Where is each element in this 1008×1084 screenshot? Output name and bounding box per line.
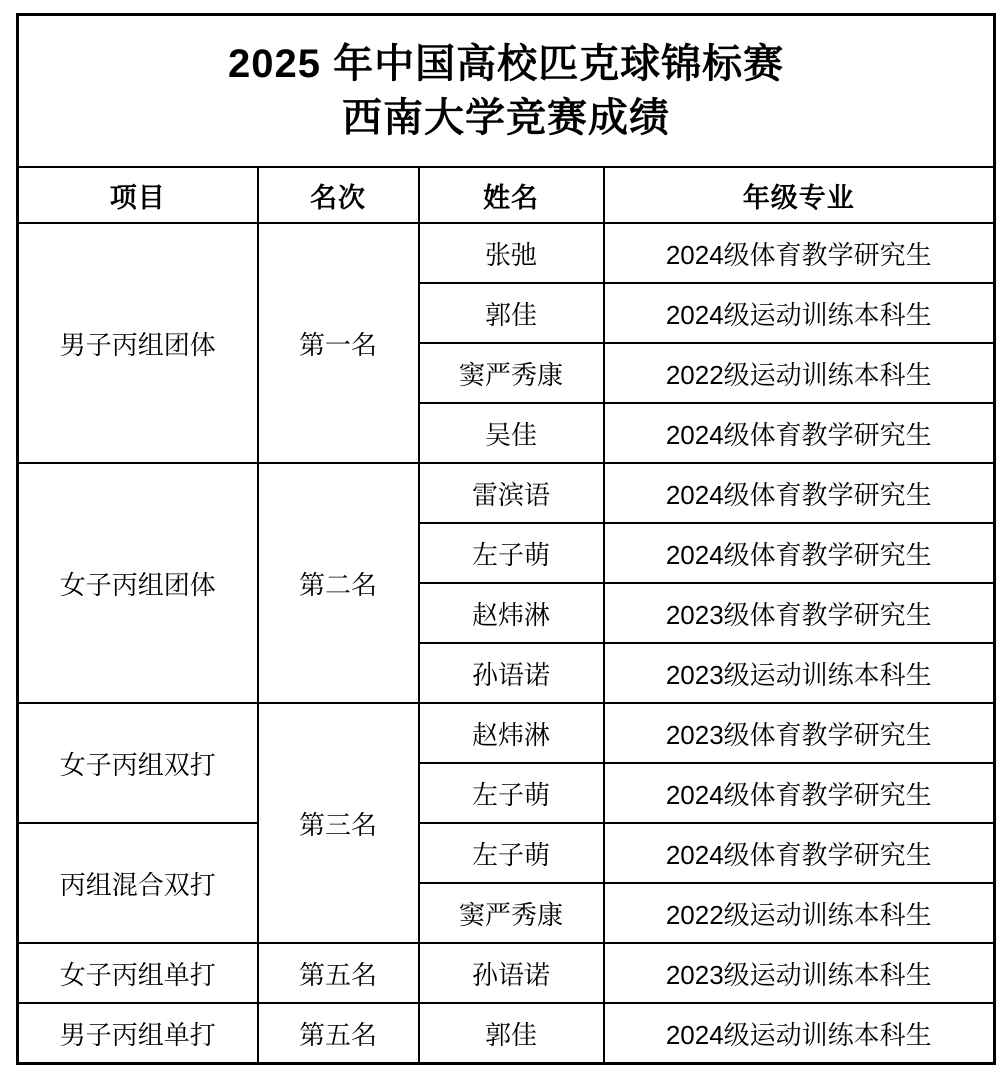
grade-cell: 2024级体育教学研究生 bbox=[604, 523, 995, 583]
rank-cell: 第五名 bbox=[258, 943, 419, 1003]
grade-cell: 2023级体育教学研究生 bbox=[604, 703, 995, 763]
table-row bbox=[18, 703, 995, 763]
title-line-2: 西南大学竞赛成绩 bbox=[342, 96, 671, 140]
name-cell: 窦严秀康 bbox=[419, 343, 604, 403]
name-cell: 吴佳 bbox=[419, 403, 604, 463]
name-cell: 雷滨语 bbox=[419, 463, 604, 523]
event-cell: 女子丙组单打 bbox=[18, 943, 258, 1003]
grade-cell: 2022级运动训练本科生 bbox=[604, 883, 995, 943]
title-line-1: 2025 年中国高校匹克球锦标赛 bbox=[227, 42, 785, 86]
column-header-name: 姓名 bbox=[419, 167, 604, 223]
grade-cell: 2023级体育教学研究生 bbox=[604, 583, 995, 643]
name-cell: 赵炜淋 bbox=[419, 583, 604, 643]
table-row bbox=[18, 463, 995, 523]
column-header-grade: 年级专业 bbox=[604, 167, 995, 223]
grade-cell: 2024级体育教学研究生 bbox=[604, 763, 995, 823]
name-cell: 孙语诺 bbox=[419, 943, 604, 1003]
event-cell: 男子丙组单打 bbox=[18, 1003, 258, 1064]
grade-cell: 2024级体育教学研究生 bbox=[604, 223, 995, 283]
grade-cell: 2024级体育教学研究生 bbox=[604, 823, 995, 883]
event-cell: 丙组混合双打 bbox=[18, 823, 258, 943]
name-cell: 赵炜淋 bbox=[419, 703, 604, 763]
name-cell: 张弛 bbox=[419, 223, 604, 283]
table-row bbox=[18, 1003, 995, 1064]
name-cell: 郭佳 bbox=[419, 1003, 604, 1064]
name-cell: 郭佳 bbox=[419, 283, 604, 343]
grade-cell: 2023级运动训练本科生 bbox=[604, 943, 995, 1003]
name-cell: 左子萌 bbox=[419, 523, 604, 583]
rank-cell: 第三名 bbox=[258, 703, 419, 943]
page-title bbox=[18, 15, 995, 168]
rank-cell: 第五名 bbox=[258, 1003, 419, 1064]
name-cell: 左子萌 bbox=[419, 763, 604, 823]
header-row bbox=[18, 167, 995, 223]
column-header-event: 项目 bbox=[18, 167, 258, 223]
name-cell: 孙语诺 bbox=[419, 643, 604, 703]
grade-cell: 2024级体育教学研究生 bbox=[604, 403, 995, 463]
event-cell: 男子丙组团体 bbox=[18, 223, 258, 463]
table-row bbox=[18, 943, 995, 1003]
grade-cell: 2024级运动训练本科生 bbox=[604, 1003, 995, 1064]
name-cell: 窦严秀康 bbox=[419, 883, 604, 943]
column-header-rank: 名次 bbox=[258, 167, 419, 223]
grade-cell: 2023级运动训练本科生 bbox=[604, 643, 995, 703]
grade-cell: 2022级运动训练本科生 bbox=[604, 343, 995, 403]
grade-cell: 2024级运动训练本科生 bbox=[604, 283, 995, 343]
table-row bbox=[18, 823, 995, 883]
name-cell: 左子萌 bbox=[419, 823, 604, 883]
rank-cell: 第一名 bbox=[258, 223, 419, 463]
grade-cell: 2024级体育教学研究生 bbox=[604, 463, 995, 523]
event-cell: 女子丙组团体 bbox=[18, 463, 258, 703]
event-cell: 女子丙组双打 bbox=[18, 703, 258, 823]
table-row bbox=[18, 223, 995, 283]
results-table bbox=[16, 13, 996, 1065]
rank-cell: 第二名 bbox=[258, 463, 419, 703]
title-row bbox=[18, 15, 995, 168]
